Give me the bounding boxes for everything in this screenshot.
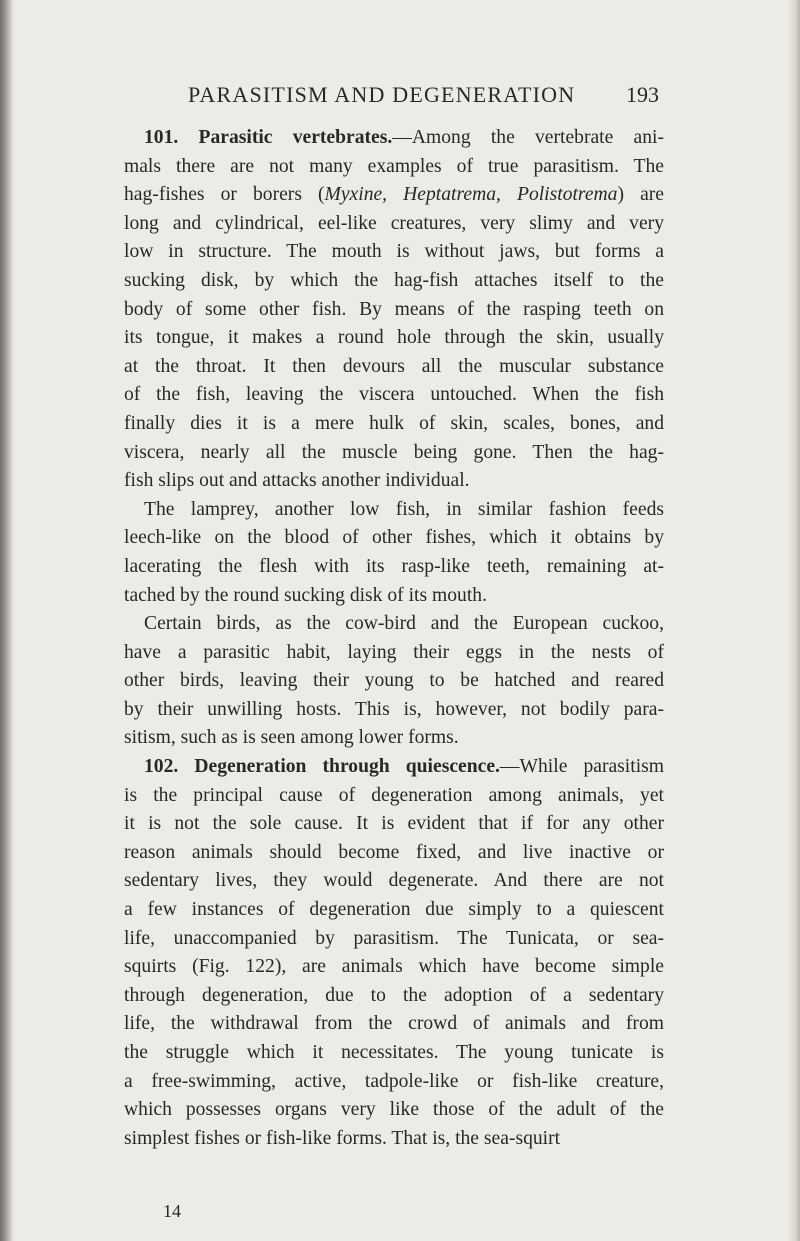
text-line — [124, 410, 664, 439]
text-segment: at the throat. It then devours all the muscular substance — [124, 355, 664, 377]
text-line — [124, 1068, 664, 1097]
text-segment: its tongue, it makes a round hole through the skin, usually — [124, 327, 664, 349]
text-line — [124, 782, 664, 811]
text-line — [124, 353, 664, 382]
text-segment: sitism, such as is seen among lower forms. — [124, 727, 459, 749]
text-line — [124, 524, 664, 553]
text-segment: life, the withdrawal from the crowd of animals and from — [124, 1013, 664, 1035]
text-segment: The lamprey, another low fish, in similar fashion feeds — [144, 498, 664, 520]
text-line — [124, 982, 664, 1011]
text-line — [124, 953, 664, 982]
text-line — [124, 724, 664, 753]
body-text — [124, 124, 664, 1153]
text-line — [124, 867, 664, 896]
text-line — [124, 210, 664, 239]
text-line — [124, 1039, 664, 1068]
text-line — [124, 667, 664, 696]
text-line — [124, 238, 664, 267]
text-segment: squirts (Fig. 122), are animals which have become simple — [124, 956, 664, 978]
text-segment: simplest fishes or fish-like forms. That is, the sea-squirt — [124, 1127, 561, 1149]
text-line — [124, 296, 664, 325]
text-segment: through degeneration, due to the adoption of a sedentary — [124, 984, 664, 1006]
text-segment: it is not the sole cause. It is evident that if for any other — [124, 813, 664, 835]
text-line — [124, 267, 664, 296]
text-line — [124, 810, 664, 839]
text-line — [124, 582, 664, 611]
text-line — [124, 925, 664, 954]
page-edge-shadow — [788, 0, 800, 1241]
text-line — [124, 753, 664, 782]
text-line — [124, 1096, 664, 1125]
text-line — [124, 439, 664, 468]
signature-mark: 14 — [163, 1201, 181, 1221]
text-segment: tached by the round sucking disk of its mouth. — [124, 584, 487, 606]
text-line — [124, 381, 664, 410]
text-segment: lacerating the flesh with its rasp-like teeth, remaining at- — [124, 555, 664, 577]
section-heading: 101. Parasitic vertebrates. — [144, 127, 393, 148]
text-segment: body of some other fish. By means of the rasping teeth on — [124, 298, 664, 320]
running-head: PARASITISM AND DEGENERATION — [188, 82, 576, 107]
text-segment: by their unwilling hosts. This is, however, not bodily para- — [124, 698, 664, 720]
text-segment: fish slips out and attacks another individual. — [124, 470, 470, 492]
text-segment: Certain birds, as the cow-bird and the European cuckoo, — [144, 613, 664, 635]
text-segment: finally dies it is a mere hulk of skin, scales, bones, and — [124, 412, 664, 434]
page-number: 193 — [626, 82, 659, 107]
text-line — [124, 496, 664, 525]
text-line — [124, 610, 664, 639]
text-segment: reason animals should become fixed, and live inactive or — [124, 841, 664, 863]
text-segment: have a parasitic habit, laying their eggs in the nests of — [124, 641, 664, 663]
text-line — [124, 553, 664, 582]
text-segment: sucking disk, by which the hag-fish attaches itself to the — [124, 269, 664, 291]
text-segment: —While parasitism — [499, 756, 664, 778]
text-line — [124, 324, 664, 353]
text-segment: leech-like on the blood of other fishes, which it obtains by — [124, 527, 664, 549]
text-line — [124, 696, 664, 725]
text-segment: viscera, nearly all the muscle being gone. Then the hag- — [124, 441, 664, 463]
text-segment: other birds, leaving their young to be hatched and reared — [124, 670, 664, 692]
section-heading: 102. Degeneration through quiescence. — [144, 756, 500, 778]
text-segment: sedentary lives, they would degenerate. And there are not — [124, 870, 664, 892]
text-segment: a free-swimming, active, tadpole-like or fish-like creature, — [124, 1070, 664, 1092]
text-line — [124, 153, 664, 182]
page-header — [0, 82, 800, 112]
text-line — [124, 896, 664, 925]
text-line — [124, 1125, 664, 1154]
text-line — [124, 639, 664, 668]
page-spine-shadow — [0, 0, 14, 1241]
text-line — [124, 1010, 664, 1039]
text-segment: which possesses organs very like those of the adult of the — [124, 1099, 664, 1121]
text-segment: life, unaccompanied by parasitism. The Tunicata, or sea- — [124, 927, 664, 949]
text-segment: ) are — [617, 184, 664, 206]
text-line — [124, 181, 664, 210]
text-segment: the struggle which it necessitates. The young tunicate is — [124, 1042, 664, 1063]
text-segment: mals there are not many examples of true parasitism. The — [124, 155, 664, 177]
italic-text: Myxine, Heptatrema, Polistotrema — [324, 184, 618, 206]
text-line — [124, 467, 664, 496]
text-line — [124, 124, 664, 153]
text-segment: is the principal cause of degeneration among animals, yet — [124, 784, 664, 806]
text-segment: long and cylindrical, eel-like creatures, very slimy and very — [124, 212, 664, 234]
text-segment: hag-fishes or borers ( — [124, 184, 325, 206]
text-segment: of the fish, leaving the viscera untouched. When the fish — [124, 384, 664, 406]
text-segment: —Among the vertebrate ani- — [392, 127, 664, 148]
text-segment: a few instances of degeneration due simply to a quiescent — [124, 899, 664, 921]
text-segment: low in structure. The mouth is without jaws, but forms a — [124, 241, 664, 263]
text-line — [124, 839, 664, 868]
